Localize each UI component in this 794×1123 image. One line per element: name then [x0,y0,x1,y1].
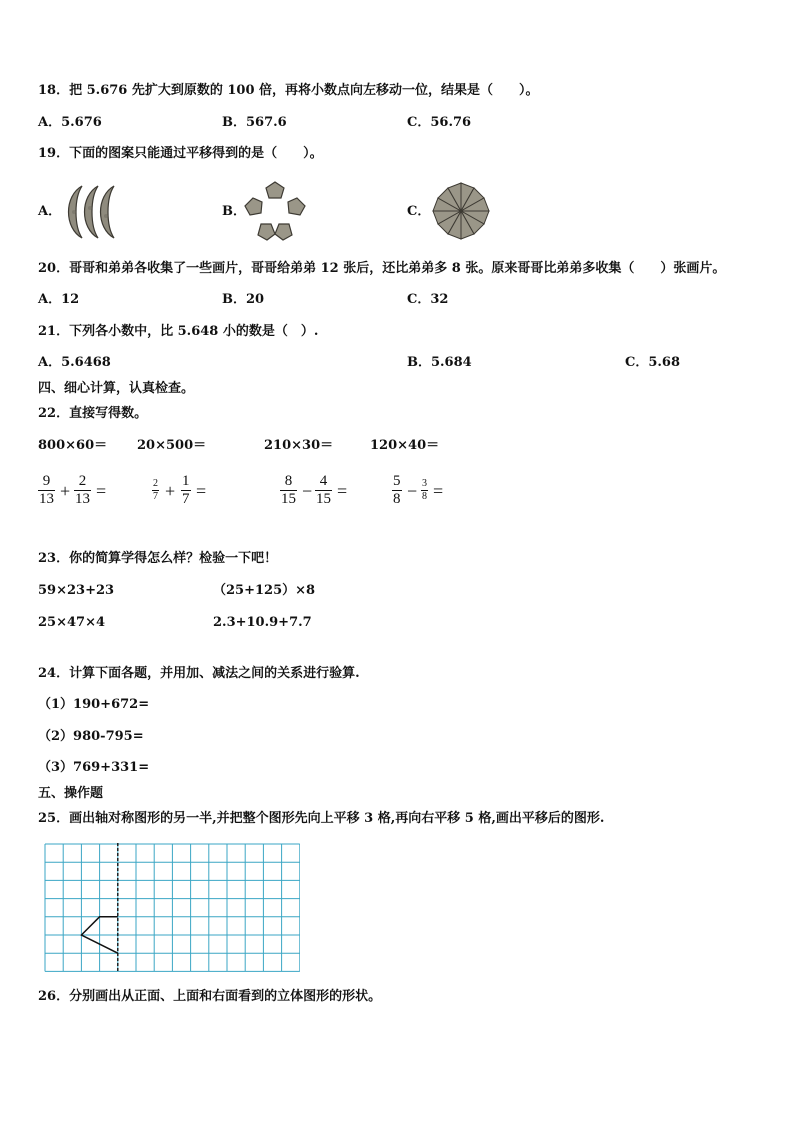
q26-stem: 26．分别画出从正面、上面和右面看到的立体图形的形状。 [38,989,382,1004]
fraction-2b: 1 7 [182,473,190,507]
q22-item-1: 800×60＝ [38,438,108,453]
fraction-1b: 2 13 [75,473,90,507]
q20-option-c: C．32 [407,292,449,307]
q23-stem: 23．你的简算学得怎么样？检验一下吧！ [38,551,278,566]
q24-item-3: （3）769+331= [38,760,150,775]
q22-item-4: 120×40＝ [370,438,440,453]
q24-stem: 24．计算下面各题，并用加、减法之间的关系进行验算. [38,666,360,681]
q23-item-1: 59×23+23 [38,583,115,598]
fraction-4b: 3 8 [422,478,427,502]
q19-option-c: C． [407,204,431,219]
q19-stem: 19．下面的图案只能通过平移得到的是（ ）。 [38,146,323,161]
section-5-heading: 五、操作题 [38,786,104,801]
q21-option-a: A．5.6468 [38,355,111,370]
q20-option-b: B．20 [222,292,265,307]
fraction-1a: 9 13 [39,473,54,507]
q24-item-2: （2）980-795= [38,729,144,744]
q19-option-b: B． [222,204,246,219]
fraction-3b: 4 15 [316,473,331,507]
fraction-4-operator: − [407,481,418,501]
q24-item-1: （1）190+672= [38,697,150,712]
q22-item-3: 210×30＝ [264,438,334,453]
q20-option-a: A．12 [38,292,80,307]
q18-stem: 18．把 5.676 先扩大到原数的 100 倍，再将小数点向左移动一位，结果是（ ）。 [38,83,539,98]
fraction-1-operator: + [60,481,71,501]
crescent-moons-image [62,182,130,242]
section-4-heading: 四、细心计算，认真检查。 [38,381,195,396]
fraction-3a: 8 15 [281,473,296,507]
fraction-3-operator: − [302,481,313,501]
fraction-2-equals: = [196,481,207,501]
fraction-4a: 5 8 [393,473,401,507]
pinwheel-image [430,180,492,242]
q21-option-b: B．5.684 [407,355,472,370]
q22-item-2: 20×500＝ [137,438,207,453]
q23-item-3: 25×47×4 [38,615,106,630]
fraction-1-equals: = [96,481,107,501]
q22-stem: 22．直接写得数。 [38,406,148,421]
q21-option-c: C．5.68 [625,355,681,370]
q23-item-2: （25+125）×8 [213,583,316,598]
q18-option-c: C．56.76 [407,115,472,130]
q18-option-a: A．5.676 [38,115,102,130]
fraction-3-equals: = [337,481,348,501]
fraction-2a: 2 7 [153,478,158,502]
fraction-4-equals: = [433,481,444,501]
pentagon-ring-image [242,180,308,242]
q25-stem: 25．画出轴对称图形的另一半,并把整个图形先向上平移 3 格,再向右平移 5 格,画出平移后的图形. [38,811,605,826]
q19-option-a: A． [38,204,62,219]
q23-item-4: 2.3+10.9+7.7 [213,615,312,630]
q18-option-b: B．567.6 [222,115,287,130]
fraction-2-operator: + [165,481,176,501]
q21-stem: 21．下列各小数中，比 5.648 小的数是（ ）. [38,324,319,339]
drawing-grid[interactable] [44,843,300,973]
q20-stem: 20．哥哥和弟弟各收集了一些画片，哥哥给弟弟 12 张后，还比弟弟多 8 张。原来哥哥比弟弟多收集（ ）张画片。 [38,261,726,276]
